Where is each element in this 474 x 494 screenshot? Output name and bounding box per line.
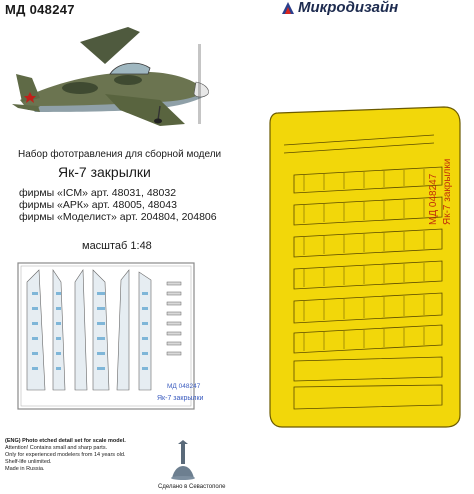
brand-logo-icon: [280, 0, 296, 16]
attention-note: Attention! Contains small and sharp parts.: [5, 445, 108, 451]
compatible-kit-line: фирмы «ICM» арт. 48031, 48032: [19, 187, 177, 199]
small-fret-code: МД 048247: [167, 383, 201, 390]
fret-gold: [264, 105, 464, 428]
product-code: МД 048247: [5, 2, 75, 17]
fret-diagram-small: [17, 262, 204, 412]
made-in-label: Сделано в Севастополе: [158, 484, 226, 490]
subtitle: Набор фототравления для сборной модели: [18, 149, 222, 160]
aircraft-illustration: [10, 22, 210, 127]
gold-fret-code: МД 048247: [428, 173, 439, 225]
scale-label: масштаб 1:48: [82, 240, 152, 252]
sevastopol-monument-icon: [170, 440, 196, 480]
made-note: Made in Russia.: [5, 466, 45, 472]
compatible-kit-line: фирмы «АРК» арт. 48005, 48043: [19, 199, 177, 211]
compatible-kit-line: фирмы «Моделист» арт. 204804, 204806: [19, 211, 217, 223]
gold-fret-name: Як-7 закрылки: [442, 158, 453, 225]
eng-title: (ENG) Photo etched detail set for scale model.: [5, 438, 126, 444]
kit-title: Як-7 закрылки: [58, 164, 151, 180]
brand-name: Микродизайн: [298, 0, 399, 16]
shelf-note: Shelf-life unlimited.: [5, 459, 52, 465]
english-notice: [5, 438, 155, 473]
small-fret-name: Як-7 закрылки: [157, 395, 204, 402]
age-note: Only for experienced modelers from 14 years old.: [5, 452, 126, 458]
